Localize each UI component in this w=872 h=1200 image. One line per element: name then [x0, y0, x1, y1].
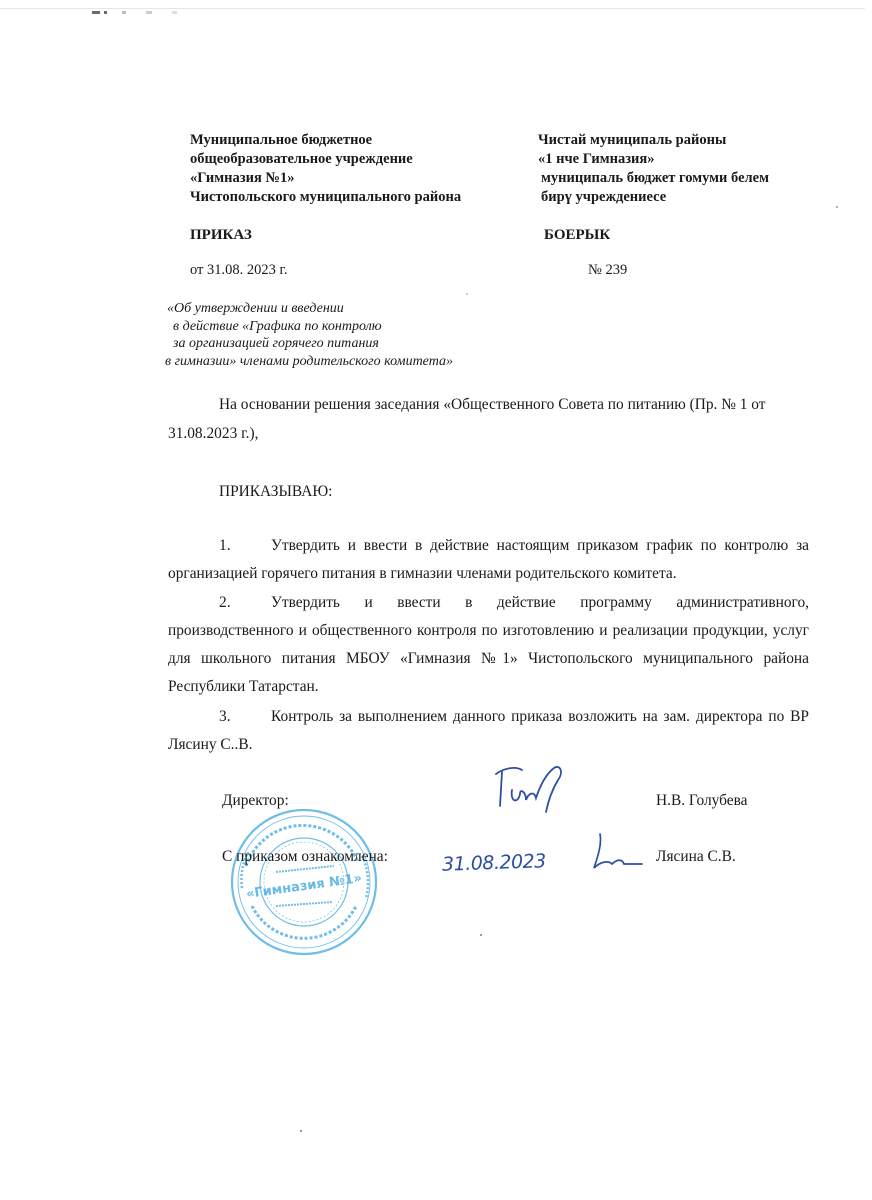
- item-number: 2.: [219, 594, 231, 611]
- order-item-1: [168, 532, 809, 588]
- scan-speck: [300, 1130, 302, 1132]
- header-left: [190, 131, 461, 207]
- order-number: № 239: [588, 262, 628, 278]
- acknowledgement-name: Лясина С.В.: [656, 848, 736, 865]
- order-item-2: [168, 589, 809, 701]
- header-left-line4: Чистопольского муниципального района: [190, 189, 462, 205]
- scan-top-edge: [0, 8, 865, 9]
- item-number: 1.: [219, 537, 231, 554]
- header-right-line3: муниципаль бюджет гомуми белем: [541, 170, 769, 186]
- item-text: Утвердить и ввести в действие настоящим приказом график по контролю за организацией горячего питания в гимназии членами родительского комитета.: [168, 537, 809, 582]
- header-right: [538, 131, 769, 207]
- order-word: ПРИКАЗЫВАЮ:: [219, 483, 333, 500]
- director-label: Директор:: [222, 792, 289, 809]
- order-date: от 31.08. 2023 г.: [190, 262, 288, 278]
- subject-line2: в действие «Графика по контролю: [173, 318, 382, 334]
- stamp-center-text: «Гимназия №1»: [245, 870, 363, 903]
- header-left-line3: «Гимназия №1»: [190, 170, 295, 186]
- director-name: Н.В. Голубева: [656, 792, 748, 809]
- acknowledgement-label: С приказом ознакомлена:: [222, 848, 388, 865]
- acknowledgement-signature: [590, 830, 650, 874]
- order-subject: [165, 300, 453, 370]
- item-number: 3.: [219, 708, 231, 725]
- subject-line3: за организацией горячего питания: [173, 336, 379, 351]
- header-right-line1: Чистай муниципаль районы: [538, 132, 727, 148]
- item-text: Контроль за выполнением данного приказа возложить на зам. директора по ВР Лясину С..В.: [168, 708, 809, 753]
- director-signature: [490, 760, 580, 820]
- subject-line4: в гимназии» членами родительского комитета»: [165, 353, 453, 369]
- doc-type-ru: ПРИКАЗ: [190, 227, 252, 243]
- basis-line2: 31.08.2023 г.),: [168, 425, 259, 442]
- item-text: Утвердить и ввести в действие программу административного, производственного и общественного контроля по изготовлению и реализации продукции, услуг для школьного питания МБОУ «Гимназия №1» Чистопольского муниципального района Республики Татарстан.: [168, 594, 809, 695]
- header-left-line2: общеобразовательное учреждение: [190, 151, 413, 167]
- doc-type-tt: БОЕРЫК: [544, 227, 611, 243]
- scan-speck: [466, 293, 468, 295]
- official-stamp: [228, 806, 380, 958]
- header-left-line1: Муниципальное бюджетное: [190, 132, 373, 148]
- basis-line1: На основании решения заседания «Общественного Совета по питанию (Пр. № 1 от: [219, 396, 766, 413]
- header-right-line2: «1 нче Гимназия»: [538, 151, 655, 167]
- scan-speck: [480, 934, 482, 936]
- scan-speck: [836, 206, 838, 208]
- header-right-line4: бирү учреждениесе: [541, 189, 667, 205]
- order-item-3: [168, 703, 809, 759]
- scan-artifact: [92, 11, 182, 14]
- acknowledgement-date: 31.08.2023: [441, 850, 547, 876]
- subject-line1: «Об утверждении и введении: [167, 301, 344, 316]
